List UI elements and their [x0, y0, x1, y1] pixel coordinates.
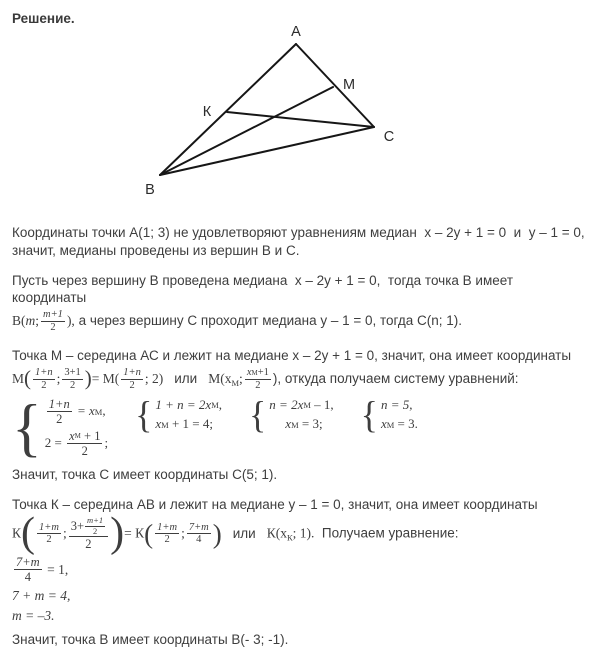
p4-conclusion: Значит, точка В имеет координаты В(- 3; -1).	[12, 632, 289, 648]
math-token: ;	[104, 435, 109, 451]
side-ab	[160, 44, 296, 175]
math-token: = М(	[91, 370, 120, 386]
right-paren: )	[110, 510, 125, 557]
fraction-denominator: 2	[46, 534, 52, 546]
fraction-numerator	[69, 516, 108, 537]
equation-systems	[12, 391, 588, 464]
midpoint-label-m: М	[342, 77, 356, 93]
curly-brace: {	[135, 393, 153, 436]
fraction-numerator: 1+m	[39, 521, 59, 533]
fraction-numerator: 1+n	[48, 397, 70, 412]
equation-row: 1 + n = 2x М ,	[155, 396, 223, 412]
fraction-denominator: 2	[92, 525, 98, 536]
fraction	[14, 555, 42, 584]
math-token: ,	[218, 396, 223, 412]
math-token: 2 =	[44, 435, 66, 451]
p3-intro-text: Точка М – середина АС и лежит на медиане x – 2y + 1 = 0, значит, она имеет координаты	[12, 347, 572, 363]
equation-line-2: 7 + m = 4,	[12, 587, 71, 603]
p4-tail-text: Получаем уравнение:	[314, 525, 459, 541]
system-equations	[155, 397, 222, 433]
fraction-denominator: 4	[196, 534, 202, 546]
system-equations	[45, 397, 108, 458]
fraction-numerator: 1+n	[35, 367, 53, 379]
math-token: М	[12, 370, 25, 386]
fraction	[187, 522, 211, 547]
midpoint-label-k: К	[202, 104, 212, 120]
system-equations	[269, 397, 333, 433]
p2-intro-text: Пусть через вершину В проведена медиана x – 2y + 1 = 0, тогда точка В имеет координаты	[12, 272, 513, 306]
math-token: n = 5,	[380, 396, 413, 412]
fraction-denominator: 2	[255, 379, 261, 391]
p2-rest-text: а через вершину С проходит медиана y – 1 = 0, тогда С(n; 1).	[74, 313, 463, 329]
fraction	[155, 522, 179, 547]
left-paren: (	[144, 518, 154, 549]
triangle-diagram	[0, 12, 600, 206]
fraction-numerator: 7+m	[16, 554, 40, 569]
system-equations	[381, 397, 418, 433]
paragraph-point-k	[12, 496, 588, 649]
math-variable: x	[69, 429, 75, 444]
fraction-denominator: 2	[50, 322, 56, 334]
math-token: ;	[62, 525, 67, 541]
curly-brace: {	[249, 393, 267, 436]
subscript: М	[231, 377, 240, 388]
page-title: Решение.	[12, 11, 75, 26]
fraction	[245, 367, 271, 392]
fraction-numerator: x М + 1	[69, 429, 101, 444]
math-token: = К	[124, 525, 145, 541]
math-variable: x	[246, 367, 252, 379]
p3-conclusion: Значит, точка С имеет координаты С(5; 1).	[12, 466, 278, 482]
math-token: К(x	[266, 525, 287, 541]
fraction-denominator: 2	[129, 379, 135, 391]
fraction	[33, 367, 55, 392]
math-variable: x	[380, 416, 387, 432]
system-3	[249, 393, 334, 436]
fraction-numerator: 7+m	[188, 521, 209, 533]
math-token: ;	[181, 525, 185, 541]
fraction-denominator: 2	[41, 379, 47, 391]
nested-fraction	[69, 516, 108, 551]
or-word: или	[232, 525, 256, 541]
equation-row: x М = 3;	[285, 416, 323, 432]
p3-formula-line	[12, 367, 588, 392]
math-token: = 3.	[394, 416, 418, 432]
math-token: + 1 = 4;	[168, 416, 213, 432]
side-bc	[160, 127, 374, 175]
equation-row: x М = 3.	[380, 416, 418, 432]
p4-intro-text: Точка К – середина АВ и лежит на медиане y – 1 = 0, значит, она имеет координаты	[12, 496, 538, 512]
equation-line-1	[12, 555, 588, 584]
math-token: +1	[257, 367, 269, 379]
paragraph-vertex-b	[12, 272, 588, 334]
left-paren: (	[24, 366, 32, 391]
fraction	[62, 367, 82, 392]
equation-row: $\frac{1+n}{2}$ = x М ,	[48, 397, 106, 427]
math-token: ; 2)	[144, 370, 164, 386]
fraction-numerator: m+1	[43, 309, 63, 321]
equation-row: n = 2x М – 1,	[269, 396, 334, 412]
math-token: ,	[102, 403, 106, 419]
math-token: n = 2x	[269, 396, 304, 412]
left-paren: (	[21, 510, 36, 557]
fraction	[37, 522, 61, 547]
math-variable: x	[155, 416, 162, 432]
math-token: ;	[56, 370, 61, 386]
paragraph-medians-check: Координаты точки А(1; 3) не удовлетворяют уравнениям медиан x – 2y + 1 = 0 и y – 1 = 0, значит, медианы проведены из вершин В и С.	[12, 225, 585, 258]
math-token: + 1	[80, 429, 101, 444]
fraction-numerator: 1+m	[157, 521, 178, 533]
median-ck	[227, 112, 374, 127]
equation-row	[45, 429, 108, 458]
fraction-denominator: 2	[56, 412, 63, 427]
vertex-label-c: С	[383, 129, 395, 145]
math-token: К	[12, 525, 22, 541]
p2-formula-line	[12, 309, 588, 334]
equation-line-3: m = –3.	[12, 608, 55, 624]
fraction-numerator: 3+1	[64, 367, 81, 379]
math-token: = 3;	[298, 416, 323, 432]
math-token: ;	[35, 313, 40, 329]
fraction-denominator: 4	[24, 569, 31, 584]
fraction-numerator: m+1	[87, 515, 104, 526]
median-bm	[160, 87, 333, 175]
math-token: В(	[12, 313, 26, 329]
right-paren: )	[84, 366, 92, 391]
fraction-denominator: 2	[85, 537, 92, 552]
vertex-label-b: В	[145, 182, 155, 198]
math-token: 3+	[70, 519, 85, 534]
fraction-denominator: 2	[81, 444, 88, 459]
fraction-denominator: 2	[69, 379, 76, 391]
side-ac	[296, 44, 374, 127]
p3-tail-text: ), откуда получаем систему уравнений:	[272, 370, 519, 386]
fraction-numerator: 1+n	[123, 367, 141, 379]
right-paren: )	[212, 518, 222, 549]
fraction	[41, 309, 65, 334]
math-token: 1 + n = 2x	[155, 396, 212, 412]
p4-formula-line	[12, 510, 588, 557]
curly-brace: {	[12, 391, 42, 464]
fraction-numerator: x М +1	[246, 367, 269, 379]
math-token: = x	[73, 403, 95, 419]
math-token: ;	[239, 370, 243, 386]
subscript: К	[286, 532, 293, 543]
math-variable: m	[25, 313, 36, 329]
math-token: – 1,	[310, 396, 334, 412]
system-2	[135, 393, 223, 436]
math-token: М(x	[208, 370, 232, 386]
equation-row: x М + 1 = 4;	[155, 416, 213, 432]
fraction	[121, 367, 143, 392]
fraction	[67, 429, 102, 458]
vertex-label-a: A	[291, 24, 301, 40]
system-4	[360, 393, 418, 436]
math-token: ),	[66, 313, 75, 329]
fraction	[85, 516, 105, 536]
system-1	[12, 391, 109, 464]
math-token: = 1,	[43, 561, 69, 577]
paragraph-point-m	[12, 347, 588, 483]
fraction-denominator: 2	[164, 534, 170, 546]
fraction	[47, 397, 72, 426]
math-token: ; 1).	[292, 525, 315, 541]
or-word: или	[174, 370, 198, 386]
math-variable: x	[285, 416, 292, 432]
curly-brace: {	[360, 393, 378, 436]
equation-row	[381, 397, 418, 414]
